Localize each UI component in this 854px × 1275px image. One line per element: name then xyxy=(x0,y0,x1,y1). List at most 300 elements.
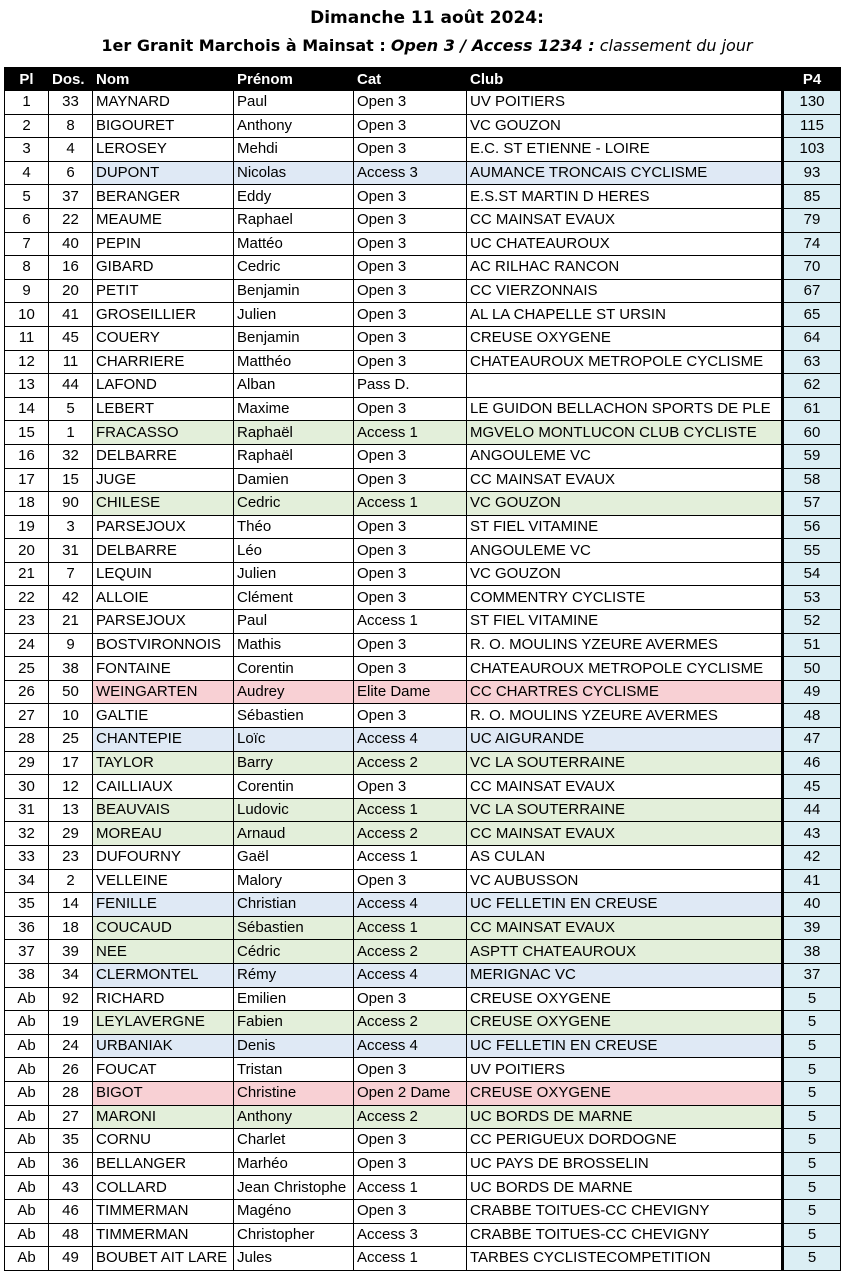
cell-cat: Open 3 xyxy=(354,539,467,563)
cell-nom: TIMMERMAN xyxy=(93,1223,234,1247)
cell-club: CREUSE OXYGENE xyxy=(467,987,783,1011)
cell-pl: Ab xyxy=(5,1176,49,1200)
cell-nom: VELLEINE xyxy=(93,869,234,893)
cell-p4: 62 xyxy=(783,374,841,398)
cell-cat: Open 3 xyxy=(354,138,467,162)
cell-pl: 6 xyxy=(5,208,49,232)
cell-dos: 2 xyxy=(49,869,93,893)
cell-p4: 60 xyxy=(783,421,841,445)
cell-cat: Open 3 xyxy=(354,468,467,492)
cell-club: UV POITIERS xyxy=(467,91,783,115)
cell-club xyxy=(467,374,783,398)
cell-club: UV POITIERS xyxy=(467,1058,783,1082)
cell-prenom: Benjamin xyxy=(234,326,354,350)
cell-nom: JUGE xyxy=(93,468,234,492)
cell-nom: MOREAU xyxy=(93,822,234,846)
cell-pl: Ab xyxy=(5,1058,49,1082)
cell-pl: Ab xyxy=(5,1152,49,1176)
cell-dos: 35 xyxy=(49,1129,93,1153)
cell-pl: Ab xyxy=(5,1105,49,1129)
table-row xyxy=(5,940,841,964)
cell-nom: MAYNARD xyxy=(93,91,234,115)
cell-nom: CLERMONTEL xyxy=(93,963,234,987)
table-row xyxy=(5,138,841,162)
cell-cat: Open 3 xyxy=(354,114,467,138)
cell-prenom: Anthony xyxy=(234,1105,354,1129)
cell-dos: 44 xyxy=(49,374,93,398)
table-row xyxy=(5,421,841,445)
cell-dos: 19 xyxy=(49,1011,93,1035)
cell-p4: 5 xyxy=(783,1152,841,1176)
cell-dos: 45 xyxy=(49,326,93,350)
cell-prenom: Emilien xyxy=(234,987,354,1011)
cell-p4: 40 xyxy=(783,893,841,917)
cell-pl: 13 xyxy=(5,374,49,398)
cell-prenom: Julien xyxy=(234,562,354,586)
cell-p4: 63 xyxy=(783,350,841,374)
cell-p4: 5 xyxy=(783,1011,841,1035)
cell-prenom: Christian xyxy=(234,893,354,917)
table-row xyxy=(5,610,841,634)
cell-pl: 1 xyxy=(5,91,49,115)
cell-cat: Access 1 xyxy=(354,492,467,516)
cell-cat: Open 3 xyxy=(354,397,467,421)
cell-p4: 70 xyxy=(783,256,841,280)
table-row xyxy=(5,987,841,1011)
cell-nom: BEAUVAIS xyxy=(93,798,234,822)
cell-p4: 59 xyxy=(783,444,841,468)
cell-club: LE GUIDON BELLACHON SPORTS DE PLE xyxy=(467,397,783,421)
cell-dos: 31 xyxy=(49,539,93,563)
cell-club: UC AIGURANDE xyxy=(467,728,783,752)
cell-dos: 14 xyxy=(49,893,93,917)
subtitle-suffix: classement du jour xyxy=(599,36,753,55)
cell-club: R. O. MOULINS YZEURE AVERMES xyxy=(467,704,783,728)
cell-nom: PARSEJOUX xyxy=(93,515,234,539)
cell-nom: DUFOURNY xyxy=(93,846,234,870)
cell-dos: 36 xyxy=(49,1152,93,1176)
cell-club: UC FELLETIN EN CREUSE xyxy=(467,1034,783,1058)
cell-cat: Access 1 xyxy=(354,916,467,940)
cell-pl: 16 xyxy=(5,444,49,468)
cell-nom: PEPIN xyxy=(93,232,234,256)
cell-prenom: Paul xyxy=(234,91,354,115)
cell-nom: PARSEJOUX xyxy=(93,610,234,634)
table-row xyxy=(5,208,841,232)
cell-pl: Ab xyxy=(5,1011,49,1035)
cell-nom: LEYLAVERGNE xyxy=(93,1011,234,1035)
cell-pl: 22 xyxy=(5,586,49,610)
cell-p4: 64 xyxy=(783,326,841,350)
cell-p4: 5 xyxy=(783,987,841,1011)
cell-pl: 25 xyxy=(5,657,49,681)
header-p4: P4 xyxy=(783,68,841,91)
cell-dos: 41 xyxy=(49,303,93,327)
cell-dos: 9 xyxy=(49,633,93,657)
cell-pl: Ab xyxy=(5,1223,49,1247)
cell-nom: MARONI xyxy=(93,1105,234,1129)
cell-dos: 15 xyxy=(49,468,93,492)
cell-nom: WEINGARTEN xyxy=(93,680,234,704)
cell-p4: 43 xyxy=(783,822,841,846)
cell-prenom: Théo xyxy=(234,515,354,539)
table-row xyxy=(5,1105,841,1129)
cell-dos: 49 xyxy=(49,1247,93,1271)
cell-club: UC FELLETIN EN CREUSE xyxy=(467,893,783,917)
cell-cat: Access 2 xyxy=(354,1105,467,1129)
cell-nom: GIBARD xyxy=(93,256,234,280)
table-row xyxy=(5,657,841,681)
cell-prenom: Matthéo xyxy=(234,350,354,374)
cell-cat: Open 3 xyxy=(354,775,467,799)
header-cat: Cat xyxy=(354,68,467,91)
cell-nom: BERANGER xyxy=(93,185,234,209)
cell-club: CC MAINSAT EVAUX xyxy=(467,468,783,492)
cell-cat: Open 3 xyxy=(354,1152,467,1176)
page-subtitle xyxy=(0,36,854,55)
cell-dos: 22 xyxy=(49,208,93,232)
table-row xyxy=(5,963,841,987)
table-row xyxy=(5,492,841,516)
cell-cat: Open 3 xyxy=(354,586,467,610)
header-club: Club xyxy=(467,68,783,91)
cell-dos: 32 xyxy=(49,444,93,468)
cell-prenom: Marhéo xyxy=(234,1152,354,1176)
cell-p4: 37 xyxy=(783,963,841,987)
table-row xyxy=(5,798,841,822)
table-row xyxy=(5,185,841,209)
cell-prenom: Anthony xyxy=(234,114,354,138)
cell-p4: 45 xyxy=(783,775,841,799)
cell-prenom: Cedric xyxy=(234,492,354,516)
table-row xyxy=(5,1223,841,1247)
cell-prenom: Cédric xyxy=(234,940,354,964)
cell-pl: 24 xyxy=(5,633,49,657)
cell-prenom: Barry xyxy=(234,751,354,775)
cell-prenom: Fabien xyxy=(234,1011,354,1035)
cell-nom: GALTIE xyxy=(93,704,234,728)
cell-dos: 4 xyxy=(49,138,93,162)
table-row xyxy=(5,916,841,940)
cell-cat: Access 2 xyxy=(354,1011,467,1035)
cell-club: UC BORDS DE MARNE xyxy=(467,1176,783,1200)
cell-club: VC AUBUSSON xyxy=(467,869,783,893)
cell-dos: 23 xyxy=(49,846,93,870)
cell-club: UC PAYS DE BROSSELIN xyxy=(467,1152,783,1176)
cell-nom: ALLOIE xyxy=(93,586,234,610)
cell-club: CREUSE OXYGENE xyxy=(467,1011,783,1035)
cell-dos: 8 xyxy=(49,114,93,138)
cell-p4: 57 xyxy=(783,492,841,516)
cell-p4: 115 xyxy=(783,114,841,138)
header-dos: Dos. xyxy=(49,68,93,91)
subtitle-categories: Open 3 / Access 1234 : xyxy=(390,36,595,55)
cell-dos: 17 xyxy=(49,751,93,775)
cell-prenom: Mehdi xyxy=(234,138,354,162)
cell-club: CC VIERZONNAIS xyxy=(467,279,783,303)
cell-club: CC MAINSAT EVAUX xyxy=(467,208,783,232)
cell-cat: Open 3 xyxy=(354,256,467,280)
cell-cat: Open 3 xyxy=(354,515,467,539)
cell-cat: Open 3 xyxy=(354,279,467,303)
cell-p4: 74 xyxy=(783,232,841,256)
table-row xyxy=(5,256,841,280)
cell-club: CC MAINSAT EVAUX xyxy=(467,916,783,940)
cell-club: UC BORDS DE MARNE xyxy=(467,1105,783,1129)
cell-club: AL LA CHAPELLE ST URSIN xyxy=(467,303,783,327)
cell-club: VC LA SOUTERRAINE xyxy=(467,798,783,822)
table-row xyxy=(5,515,841,539)
cell-p4: 93 xyxy=(783,161,841,185)
cell-cat: Access 4 xyxy=(354,963,467,987)
cell-club: VC GOUZON xyxy=(467,492,783,516)
cell-nom: CHILESE xyxy=(93,492,234,516)
cell-dos: 3 xyxy=(49,515,93,539)
cell-prenom: Denis xyxy=(234,1034,354,1058)
table-row xyxy=(5,397,841,421)
cell-prenom: Julien xyxy=(234,303,354,327)
cell-pl: 29 xyxy=(5,751,49,775)
table-row xyxy=(5,893,841,917)
cell-nom: FRACASSO xyxy=(93,421,234,445)
cell-nom: DUPONT xyxy=(93,161,234,185)
cell-pl: 30 xyxy=(5,775,49,799)
cell-pl: 23 xyxy=(5,610,49,634)
cell-pl: 20 xyxy=(5,539,49,563)
cell-nom: TAYLOR xyxy=(93,751,234,775)
cell-prenom: Audrey xyxy=(234,680,354,704)
page-title: Dimanche 11 août 2024: xyxy=(310,8,544,28)
cell-club: TARBES CYCLISTECOMPETITION xyxy=(467,1247,783,1271)
cell-prenom: Alban xyxy=(234,374,354,398)
cell-prenom: Gaël xyxy=(234,846,354,870)
cell-prenom: Paul xyxy=(234,610,354,634)
cell-pl: 14 xyxy=(5,397,49,421)
cell-dos: 26 xyxy=(49,1058,93,1082)
cell-prenom: Cedric xyxy=(234,256,354,280)
cell-p4: 5 xyxy=(783,1247,841,1271)
cell-pl: Ab xyxy=(5,1247,49,1271)
cell-cat: Access 1 xyxy=(354,1176,467,1200)
cell-dos: 42 xyxy=(49,586,93,610)
cell-nom: LEBERT xyxy=(93,397,234,421)
cell-pl: 19 xyxy=(5,515,49,539)
cell-p4: 65 xyxy=(783,303,841,327)
cell-cat: Access 1 xyxy=(354,798,467,822)
cell-cat: Open 3 xyxy=(354,350,467,374)
table-row xyxy=(5,326,841,350)
cell-prenom: Magéno xyxy=(234,1199,354,1223)
table-row xyxy=(5,1081,841,1105)
cell-p4: 5 xyxy=(783,1081,841,1105)
table-row xyxy=(5,303,841,327)
cell-cat: Access 4 xyxy=(354,728,467,752)
cell-dos: 12 xyxy=(49,775,93,799)
cell-club: MGVELO MONTLUCON CLUB CYCLISTE xyxy=(467,421,783,445)
cell-nom: BOUBET AIT LARE xyxy=(93,1247,234,1271)
cell-p4: 38 xyxy=(783,940,841,964)
cell-nom: URBANIAK xyxy=(93,1034,234,1058)
cell-cat: Open 3 xyxy=(354,704,467,728)
cell-p4: 55 xyxy=(783,539,841,563)
cell-dos: 48 xyxy=(49,1223,93,1247)
cell-dos: 24 xyxy=(49,1034,93,1058)
cell-p4: 61 xyxy=(783,397,841,421)
table-header-row xyxy=(5,68,841,91)
cell-club: AC RILHAC RANCON xyxy=(467,256,783,280)
cell-prenom: Malory xyxy=(234,869,354,893)
cell-nom: CHARRIERE xyxy=(93,350,234,374)
cell-prenom: Ludovic xyxy=(234,798,354,822)
cell-club: R. O. MOULINS YZEURE AVERMES xyxy=(467,633,783,657)
table-row xyxy=(5,539,841,563)
cell-dos: 16 xyxy=(49,256,93,280)
cell-club: AS CULAN xyxy=(467,846,783,870)
cell-cat: Open 3 xyxy=(354,1129,467,1153)
cell-prenom: Léo xyxy=(234,539,354,563)
cell-club: CREUSE OXYGENE xyxy=(467,326,783,350)
cell-pl: Ab xyxy=(5,987,49,1011)
cell-pl: 31 xyxy=(5,798,49,822)
cell-p4: 130 xyxy=(783,91,841,115)
cell-prenom: Charlet xyxy=(234,1129,354,1153)
table-row xyxy=(5,114,841,138)
table-row xyxy=(5,1199,841,1223)
cell-dos: 25 xyxy=(49,728,93,752)
cell-prenom: Jules xyxy=(234,1247,354,1271)
cell-club: MERIGNAC VC xyxy=(467,963,783,987)
table-row xyxy=(5,1129,841,1153)
table-row xyxy=(5,562,841,586)
cell-p4: 47 xyxy=(783,728,841,752)
cell-dos: 43 xyxy=(49,1176,93,1200)
cell-club: AUMANCE TRONCAIS CYCLISME xyxy=(467,161,783,185)
cell-dos: 29 xyxy=(49,822,93,846)
cell-nom: BIGOURET xyxy=(93,114,234,138)
cell-club: E.S.ST MARTIN D HERES xyxy=(467,185,783,209)
cell-nom: BELLANGER xyxy=(93,1152,234,1176)
cell-nom: FONTAINE xyxy=(93,657,234,681)
cell-club: CRABBE TOITUES-CC CHEVIGNY xyxy=(467,1223,783,1247)
cell-nom: MEAUME xyxy=(93,208,234,232)
cell-prenom: Eddy xyxy=(234,185,354,209)
cell-dos: 27 xyxy=(49,1105,93,1129)
cell-p4: 52 xyxy=(783,610,841,634)
cell-prenom: Tristan xyxy=(234,1058,354,1082)
cell-pl: 37 xyxy=(5,940,49,964)
cell-p4: 42 xyxy=(783,846,841,870)
cell-cat: Access 2 xyxy=(354,822,467,846)
cell-club: ANGOULEME VC xyxy=(467,539,783,563)
cell-prenom: Corentin xyxy=(234,657,354,681)
cell-p4: 46 xyxy=(783,751,841,775)
cell-pl: 18 xyxy=(5,492,49,516)
cell-p4: 5 xyxy=(783,1129,841,1153)
cell-prenom: Raphael xyxy=(234,208,354,232)
cell-pl: Ab xyxy=(5,1034,49,1058)
cell-nom: LAFOND xyxy=(93,374,234,398)
cell-pl: 35 xyxy=(5,893,49,917)
cell-prenom: Mattéo xyxy=(234,232,354,256)
cell-club: CHATEAUROUX METROPOLE CYCLISME xyxy=(467,350,783,374)
cell-pl: 34 xyxy=(5,869,49,893)
cell-club: CREUSE OXYGENE xyxy=(467,1081,783,1105)
table-row xyxy=(5,751,841,775)
cell-club: ST FIEL VITAMINE xyxy=(467,515,783,539)
subtitle-prefix: 1er Granit Marchois à Mainsat : xyxy=(101,36,386,55)
cell-prenom: Jean Christophe xyxy=(234,1176,354,1200)
cell-prenom: Clément xyxy=(234,586,354,610)
cell-nom: GROSEILLIER xyxy=(93,303,234,327)
cell-prenom: Christine xyxy=(234,1081,354,1105)
cell-dos: 28 xyxy=(49,1081,93,1105)
cell-pl: 27 xyxy=(5,704,49,728)
cell-cat: Access 1 xyxy=(354,421,467,445)
header-nom: Nom xyxy=(93,68,234,91)
cell-pl: 5 xyxy=(5,185,49,209)
cell-prenom: Raphaël xyxy=(234,421,354,445)
table-row xyxy=(5,586,841,610)
cell-cat: Open 3 xyxy=(354,633,467,657)
table-row xyxy=(5,444,841,468)
cell-club: VC LA SOUTERRAINE xyxy=(467,751,783,775)
cell-prenom: Mathis xyxy=(234,633,354,657)
table-row xyxy=(5,846,841,870)
cell-p4: 5 xyxy=(783,1176,841,1200)
cell-nom: COLLARD xyxy=(93,1176,234,1200)
cell-p4: 39 xyxy=(783,916,841,940)
cell-dos: 7 xyxy=(49,562,93,586)
cell-prenom: Maxime xyxy=(234,397,354,421)
cell-pl: 7 xyxy=(5,232,49,256)
table-row xyxy=(5,1011,841,1035)
cell-prenom: Damien xyxy=(234,468,354,492)
cell-cat: Open 3 xyxy=(354,185,467,209)
cell-nom: DELBARRE xyxy=(93,444,234,468)
cell-pl: 9 xyxy=(5,279,49,303)
cell-cat: Open 3 xyxy=(354,562,467,586)
cell-prenom: Arnaud xyxy=(234,822,354,846)
cell-nom: BOSTVIRONNOIS xyxy=(93,633,234,657)
cell-nom: PETIT xyxy=(93,279,234,303)
cell-dos: 50 xyxy=(49,680,93,704)
cell-cat: Access 2 xyxy=(354,751,467,775)
cell-pl: Ab xyxy=(5,1129,49,1153)
cell-club: CC CHARTRES CYCLISME xyxy=(467,680,783,704)
cell-pl: 33 xyxy=(5,846,49,870)
cell-p4: 85 xyxy=(783,185,841,209)
table-row xyxy=(5,350,841,374)
cell-cat: Access 2 xyxy=(354,940,467,964)
table-row xyxy=(5,468,841,492)
cell-dos: 39 xyxy=(49,940,93,964)
cell-prenom: Benjamin xyxy=(234,279,354,303)
cell-dos: 33 xyxy=(49,91,93,115)
cell-club: CC PERIGUEUX DORDOGNE xyxy=(467,1129,783,1153)
cell-dos: 18 xyxy=(49,916,93,940)
cell-cat: Open 3 xyxy=(354,444,467,468)
cell-cat: Open 3 xyxy=(354,232,467,256)
table-row xyxy=(5,869,841,893)
cell-nom: FENILLE xyxy=(93,893,234,917)
table-row xyxy=(5,1176,841,1200)
cell-pl: 10 xyxy=(5,303,49,327)
cell-club: CC MAINSAT EVAUX xyxy=(467,775,783,799)
cell-pl: 3 xyxy=(5,138,49,162)
cell-p4: 79 xyxy=(783,208,841,232)
cell-dos: 21 xyxy=(49,610,93,634)
cell-prenom: Sébastien xyxy=(234,916,354,940)
